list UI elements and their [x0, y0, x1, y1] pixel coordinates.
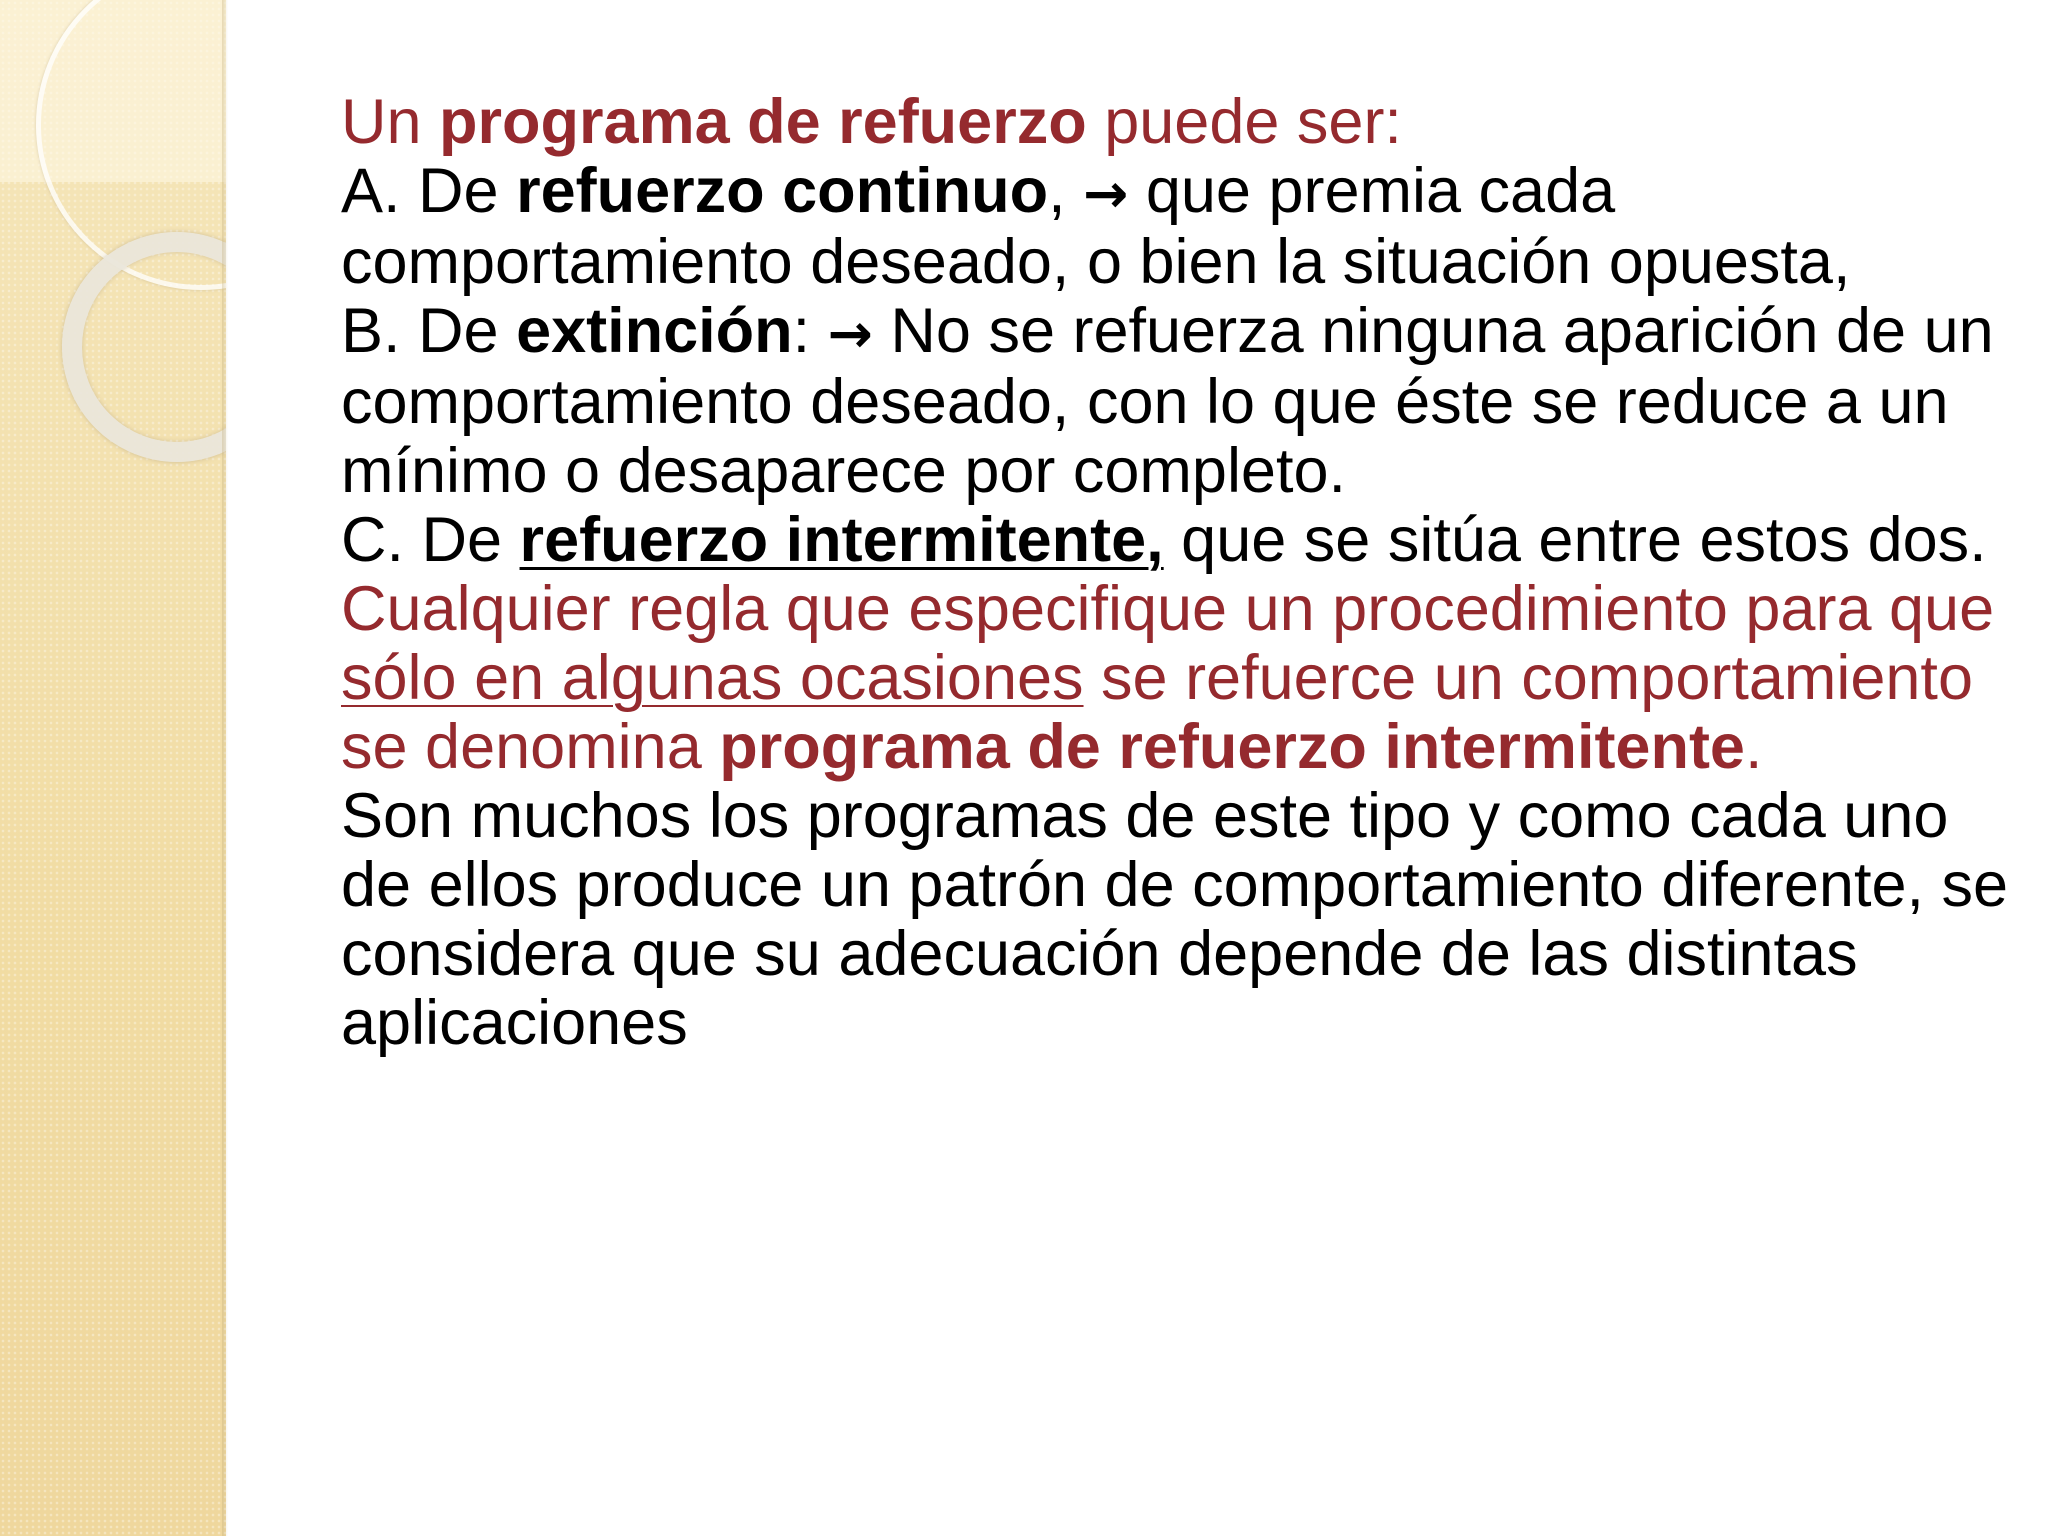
arrow-right-icon: → — [827, 302, 873, 365]
arrow-right-icon: → — [1083, 162, 1129, 225]
item-c-prefix: C. De — [341, 505, 520, 575]
definition-post: . — [1744, 712, 1763, 782]
item-a-prefix: A. De — [341, 156, 517, 226]
closing-text: Son muchos los programas de este tipo y como cada uno de ellos produce un patrón de comportamiento diferente, se considera que su adecuación depende de las distintas aplicaciones — [341, 781, 2009, 1058]
definition-underlined: sólo en algunas ocasiones — [341, 643, 1084, 713]
list-item-c — [341, 506, 2011, 575]
item-b-term: extinción — [516, 296, 793, 366]
item-b-text: No se refuerza ninguna aparición de un comportamiento deseado, con lo que éste se reduce a un mínimo o desaparece por completo. — [341, 296, 1994, 506]
slide-content — [341, 88, 2011, 1058]
sidebar-edge-shadow — [222, 0, 228, 1536]
item-a-term: refuerzo continuo — [516, 156, 1049, 226]
item-a-punct: , — [1048, 156, 1084, 226]
definition-paragraph — [341, 575, 2011, 782]
intro-post: puede ser: — [1086, 87, 1402, 157]
item-b-prefix: B. De — [341, 296, 517, 366]
item-c-text: que se sitúa entre estos dos. — [1163, 505, 1987, 575]
item-b-punct: : — [792, 296, 828, 366]
definition-bold-term: programa de refuerzo intermitente — [719, 712, 1745, 782]
definition-mid: se refuerce un comportamiento se denomina — [341, 643, 1973, 782]
list-item-b — [341, 297, 2011, 506]
closing-paragraph — [341, 782, 2011, 1058]
intro-line — [341, 88, 2011, 157]
intro-bold-term: programa de refuerzo — [439, 87, 1087, 157]
decorative-sidebar — [0, 0, 226, 1536]
item-a-text: que premia cada comportamiento deseado, o bien la situación opuesta, — [341, 156, 1851, 297]
decorative-ring-small — [62, 232, 226, 462]
list-item-a — [341, 157, 2011, 297]
item-c-term: refuerzo intermitente, — [519, 505, 1164, 575]
definition-pre: Cualquier regla que especifique un procedimiento para que — [341, 574, 1995, 644]
intro-pre: Un — [341, 87, 440, 157]
